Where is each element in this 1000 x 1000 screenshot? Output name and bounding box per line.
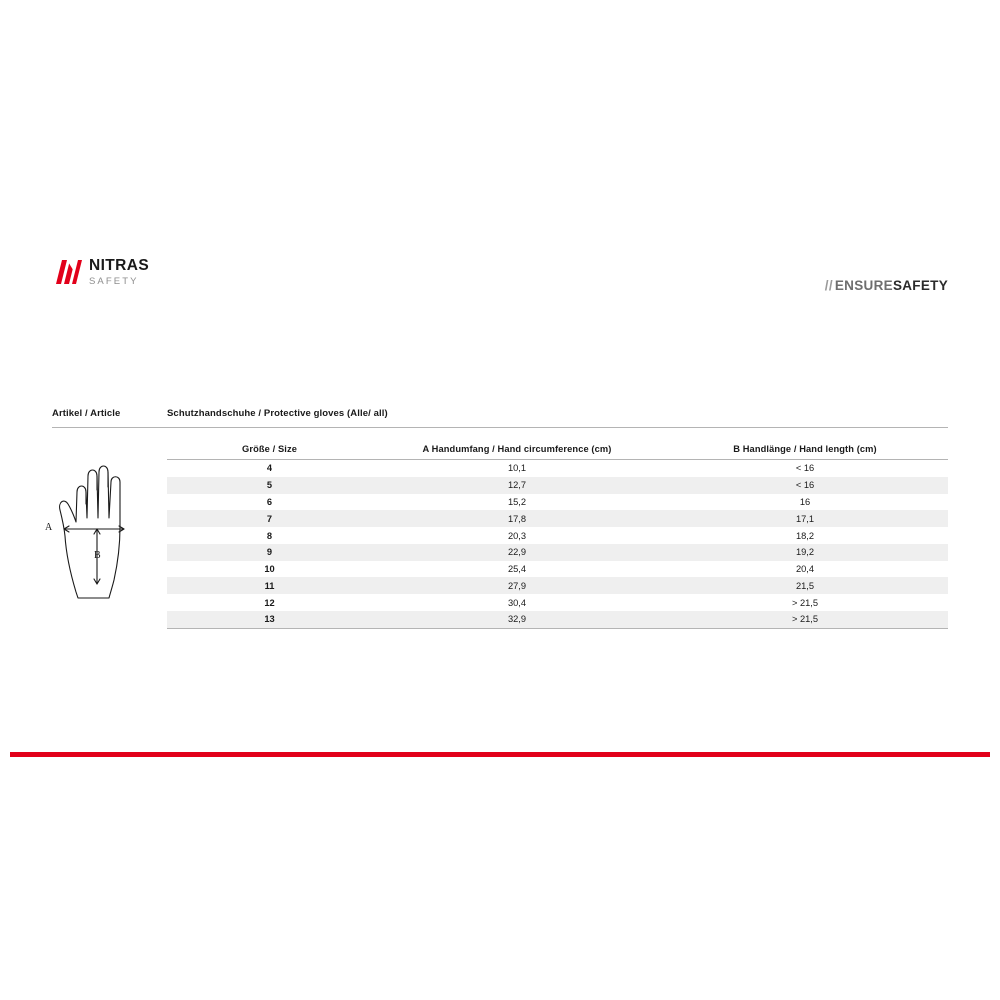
cell-size: 4 (266, 463, 273, 474)
table-row (167, 510, 948, 527)
table-row (167, 611, 948, 628)
cell-circumference: 25,4 (507, 564, 527, 575)
article-value: Schutzhandschuhe / Protective gloves (Alle/ all) (167, 408, 388, 419)
diagram-label-b: B (94, 550, 101, 561)
cell-length: < 16 (795, 463, 815, 474)
cell-size: 11 (167, 577, 372, 594)
column-header-circumference: A Handumfang / Hand circumference (cm) (372, 440, 662, 460)
cell-circumference: 30,4 (507, 597, 527, 608)
cell-size: 7 (167, 510, 372, 527)
cell-size: 13 (167, 611, 372, 628)
cell-length: 19,2 (662, 544, 948, 561)
table-row (167, 477, 948, 494)
size-table (167, 440, 948, 629)
cell-size: 10 (264, 564, 275, 575)
cell-circumference: 32,9 (372, 611, 662, 628)
table-row (167, 577, 948, 594)
cell-circumference: 10,1 (507, 463, 527, 474)
brand-subtitle: SAFETY (89, 275, 139, 287)
table-row (167, 527, 948, 544)
brand-name: NITRAS (89, 257, 150, 274)
cell-circumference: 27,9 (372, 577, 662, 594)
cell-length: > 21,5 (791, 597, 819, 608)
column-header-length: B Handlänge / Hand length (cm) (662, 440, 948, 460)
cell-size: 8 (266, 530, 273, 541)
brand-text (89, 258, 149, 286)
cell-length: < 16 (662, 477, 948, 494)
article-label: Artikel / Article (52, 408, 121, 419)
page-header (0, 258, 1000, 318)
size-table-wrap (167, 440, 948, 629)
diagram-label-a: A (45, 522, 53, 533)
cell-length: 18,2 (795, 530, 815, 541)
tagline (825, 278, 948, 293)
table-header-row (167, 440, 948, 460)
cell-circumference: 12,7 (372, 477, 662, 494)
table-row (167, 544, 948, 561)
column-header-size: Größe / Size (167, 440, 372, 460)
cell-length: > 21,5 (662, 611, 948, 628)
tagline-lead: ENSURE (834, 278, 893, 293)
cell-size: 5 (167, 477, 372, 494)
cell-circumference: 22,9 (372, 544, 662, 561)
cell-length: 20,4 (795, 564, 815, 575)
cell-size: 6 (266, 496, 273, 507)
cell-length: 21,5 (662, 577, 948, 594)
cell-circumference: 15,2 (507, 496, 527, 507)
table-row (167, 594, 948, 611)
tagline-slash: // (824, 278, 833, 293)
table-row (167, 494, 948, 511)
cell-length: 16 (799, 496, 811, 507)
cell-circumference: 17,8 (372, 510, 662, 527)
cell-size: 9 (167, 544, 372, 561)
footer-accent-bar (10, 752, 990, 757)
table-row (167, 561, 948, 578)
cell-length: 17,1 (662, 510, 948, 527)
tagline-strong: SAFETY (892, 278, 948, 293)
table-body (167, 460, 948, 629)
cell-circumference: 20,3 (507, 530, 527, 541)
brand-logo (55, 258, 149, 286)
cell-size: 12 (264, 597, 275, 608)
nitras-n-logo-icon (55, 259, 83, 285)
header-divider (52, 427, 948, 428)
table-row (167, 460, 948, 477)
hand-measurement-diagram (40, 432, 170, 607)
